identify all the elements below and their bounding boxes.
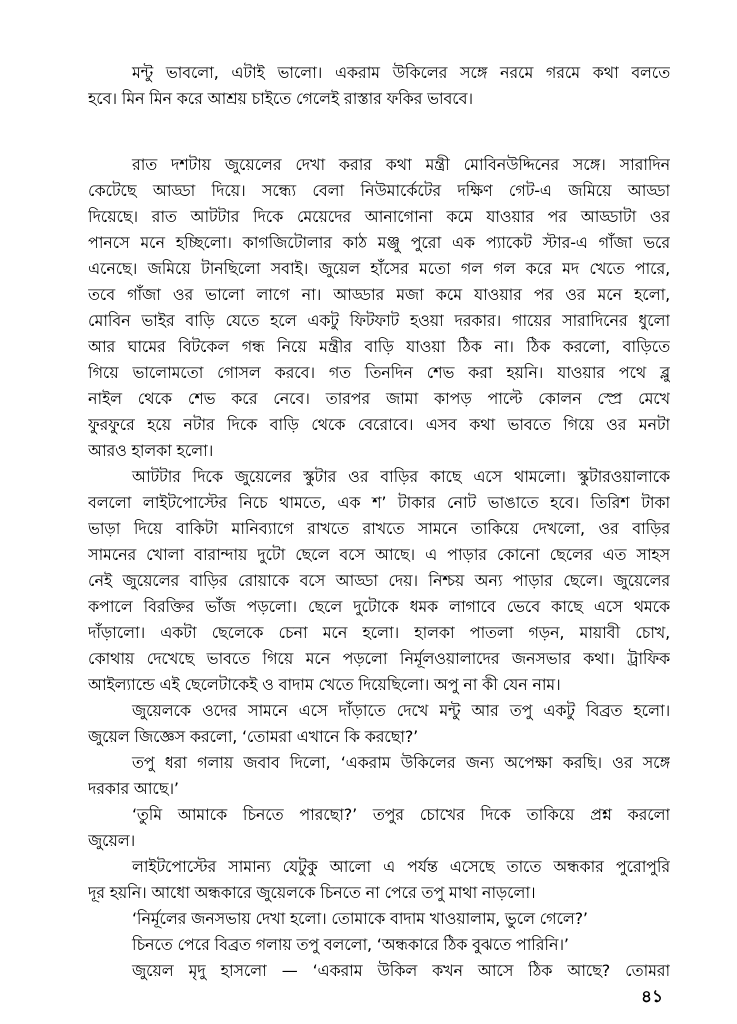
- text-line: তপু ধরা গলায় জবাব দিলো, ‘একরাম উকিলের জন্য অপেক্ষা করছি। ওর সঙ্গে: [132, 753, 670, 772]
- text-line: দাঁড়ালো। একটা ছেলেকে চেনা মনে হলো। হালকা পাতলা গড়ন, মায়াবী চোখ,: [88, 623, 670, 642]
- paragraph-4: [88, 698, 670, 750]
- text-line: আটটার দিকে জুয়েলের স্কুটার ওর বাড়ির কাছে এসে থামলো। স্কুটারওয়ালাকে: [132, 467, 670, 486]
- text-line: পানসে মনে হচ্ছিলো। কাগজিটোলার কাঠ মঞ্জু পুরো এক প্যাকেট স্টার-এ গাঁজা ভরে: [88, 233, 670, 252]
- text-line: দরকার আছে।’: [88, 779, 179, 798]
- text-line: গিয়ে ভালোমতো গোসল করবে। গত তিনদিন শেভ করা হয়নি। যাওয়ার পথে ব্লু: [88, 363, 670, 382]
- text-line: দিয়েছে। রাত আটটার দিকে মেয়েদের আনাগোনা কমে যাওয়ার পর আড্ডাটা ওর: [88, 207, 670, 226]
- text-line: চিনতে পেরে বিব্রত গলায় তপু বললো, ‘অন্ধকারে ঠিক বুঝতে পারিনি।’: [132, 935, 569, 954]
- text-line: নাইল থেকে শেভ করে নেবে। তারপর জামা কাপড় পাল্টে কোলন স্প্রে মেখে: [88, 389, 670, 408]
- paragraph-6: [88, 802, 670, 854]
- text-line: জুয়েল জিজ্ঞেস করলো, ‘তোমরা এখানে কি করছো?’: [88, 727, 419, 746]
- paragraph-2: [88, 152, 670, 464]
- page-number: ৪১: [640, 987, 663, 1007]
- text-line: আর ঘামের বিটকেল গন্ধ নিয়ে মন্ত্রীর বাড়ি যাওয়া ঠিক না। ঠিক করলো, বাড়িতে: [88, 337, 670, 356]
- text-line: ‘তুমি আমাকে চিনতে পারছো?’ তপুর চোখের দিকে তাকিয়ে প্রশ্ন করলো: [132, 805, 670, 824]
- text-line: বললো লাইটপোস্টের নিচে থামতে, এক শ’ টাকার নোট ভাঙাতে হবে। তিরিশ টাকা: [88, 493, 670, 512]
- paragraph-7: [88, 854, 670, 906]
- text-line: রাত দশটায় জুয়েলের দেখা করার কথা মন্ত্রী মোবিনউদ্দিনের সঙ্গে। সারাদিন: [132, 155, 670, 174]
- text-line: আরও হালকা হলো।: [88, 441, 214, 460]
- text-line: তবে গাঁজা ওর ভালো লাগে না। আড্ডার মজা কমে যাওয়ার পর ওর মনে হলো,: [88, 285, 670, 304]
- paragraph-5: [88, 750, 670, 802]
- text-line: আইল্যান্ডে এই ছেলেটাকেই ও বাদাম খেতে দিয়েছিলো। অপু না কী যেন নাম।: [88, 675, 561, 694]
- text-line: জুয়েল মৃদু হাসলো — ‘একরাম উকিল কখন আসে ঠিক আছে? তোমরা: [132, 961, 670, 980]
- paragraph-9: [88, 932, 670, 958]
- paragraph-10: [88, 958, 670, 984]
- text-line: ‘নির্মূলের জনসভায় দেখা হলো। তোমাকে বাদাম খাওয়ালাম, ভুলে গেলে?’: [132, 909, 588, 928]
- paragraph-1: [88, 60, 670, 112]
- text-line: নেই জুয়েলের বাড়ির রোয়াকে বসে আড্ডা দেয়। নিশ্চয় অন্য পাড়ার ছেলে। জুয়েলের: [88, 571, 670, 590]
- text-line: জুয়েল।: [88, 831, 136, 850]
- paragraph-8: [88, 906, 670, 932]
- text-line: কেটেছে আড্ডা দিয়ে। সন্ধ্যে বেলা নিউমার্কেটের দক্ষিণ গেট-এ জমিয়ে আড্ডা: [88, 181, 670, 200]
- text-line: দূর হয়নি। আধো অন্ধকারে জুয়েলকে চিনতে না পেরে তপু মাথা নাড়লো।: [88, 883, 536, 902]
- text-line: মোবিন ভাইর বাড়ি যেতে হলে একটু ফিটফাট হওয়া দরকার। গায়ের সারাদিনের ধুলো: [88, 311, 670, 330]
- text-line: মন্টু ভাবলো, এটাই ভালো। একরাম উকিলের সঙ্গে নরমে গরমে কথা বলতে: [132, 63, 670, 82]
- text-line: জুয়েলকে ওদের সামনে এসে দাঁড়াতে দেখে মন্টু আর তপু একটু বিব্রত হলো।: [132, 701, 670, 720]
- text-line: হবে। মিন মিন করে আশ্রয় চাইতে গেলেই রাস্তার ফকির ভাববে।: [88, 89, 473, 108]
- text-line: ভাড়া দিয়ে বাকিটা মানিব্যাগে রাখতে রাখতে সামনে তাকিয়ে দেখলো, ওর বাড়ির: [88, 519, 670, 538]
- text-line: লাইটপোস্টের সামান্য যেটুকু আলো এ পর্যন্ত এসেছে তাতে অন্ধকার পুরোপুরি: [132, 857, 670, 876]
- text-line: সামনের খোলা বারান্দায় দুটো ছেলে বসে আছে। এ পাড়ার কোনো ছেলের এত সাহস: [88, 545, 670, 564]
- text-line: কোথায় দেখেছে ভাবতে গিয়ে মনে পড়লো নির্মূলওয়ালাদের জনসভার কথা। ট্রাফিক: [88, 649, 670, 668]
- text-line: ফুরফুরে হয়ে নটার দিকে বাড়ি থেকে বেরোবে। এসব কথা ভাবতে গিয়ে ওর মনটা: [88, 415, 670, 434]
- paragraph-3: [88, 464, 670, 698]
- text-line: কপালে বিরক্তির ভাঁজ পড়লো। ছেলে দুটোকে ধমক লাগাবে ভেবে কাছে এসে থমকে: [88, 597, 670, 616]
- text-line: এনেছে। জমিয়ে টানছিলো সবাই। জুয়েল হাঁসের মতো গল গল করে মদ খেতে পারে,: [88, 259, 670, 278]
